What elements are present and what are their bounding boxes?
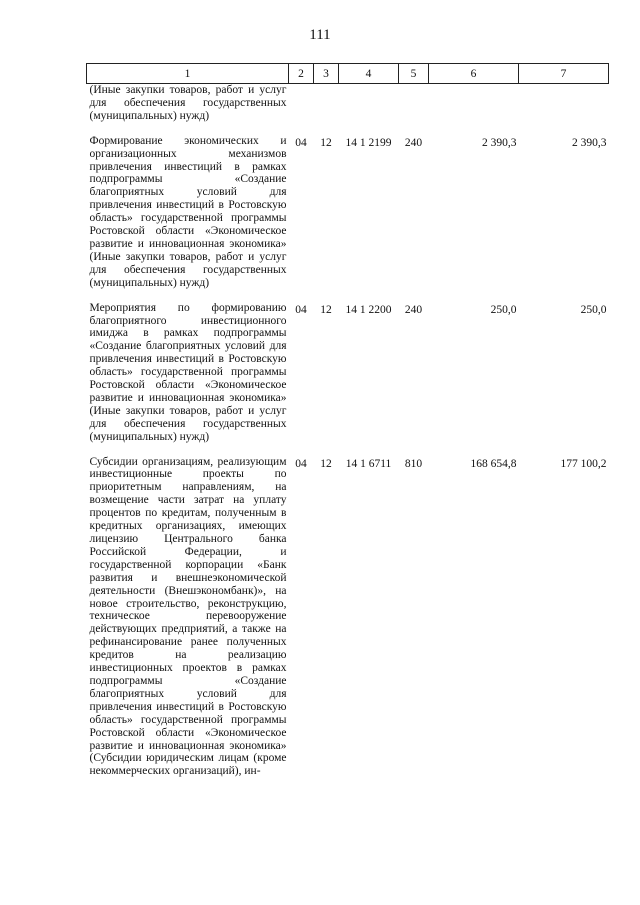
budget-table [86, 63, 609, 790]
row-description: (Иные закупки товаров, работ и услуг для обеспечения государственных (муниципальных) нужд) [89, 84, 287, 122]
cell-section: 04 [295, 457, 307, 470]
cell-amount-2 [519, 84, 609, 135]
cell-amount-2: 250,0 [580, 303, 607, 316]
cell-section: 04 [295, 136, 307, 149]
header-col-5: 5 [399, 64, 429, 84]
table-row [87, 135, 609, 302]
cell-amount-1: 168 654,8 [470, 457, 517, 470]
table-row [87, 84, 609, 135]
page-number: 111 [309, 27, 331, 43]
cell-expense-type: 240 [404, 136, 423, 149]
row-description: Формирование экономических и организационных механизмов привлечения инвестиций в рамках подпрограммы «Создание благоприятных условий для привлечения инвестиций в Ростовскую область» государственной программы Ростовской области «Экономическое развитие и инновационная экономика» (Иные закупки товаров, работ и услуг для обеспечения государственных (муниципальных) нужд) [89, 134, 287, 289]
cell-section: 04 [295, 303, 307, 316]
header-col-7: 7 [519, 64, 609, 84]
header-col-1: 1 [87, 64, 289, 84]
cell-expense-type: 810 [404, 457, 423, 470]
row-description: Субсидии организациям, реализующим инвестиционные проекты по приоритетным направлениям, на возмещение части затрат на уплату процентов по кредитам, полученным в кредитных организациях, имеющих лицензию Центрального банка Российской Федерации, и государственной корпорации «Банк развития и внешнеэкономической деятельности (Внешэкономбанк)», на новое строительство, реконструкцию, техническое перевооружение действующих предприятий, а также на рефинансирование ранее полученных кредитов на реализацию инвестиционных проектов в рамках подпрограммы «Создание благоприятных условий для привлечения инвестиций в Ростовскую область» государственной программы Ростовской области «Экономическое развитие и инновационная экономика» (Субсидии юридическим лицам (кроме некоммерческих организаций), ин- [89, 455, 287, 778]
header-col-6: 6 [429, 64, 519, 84]
cell-subsection: 12 [320, 303, 332, 316]
cell-section [289, 84, 314, 135]
cell-expense-type: 240 [404, 303, 423, 316]
cell-amount-1 [429, 84, 519, 135]
header-col-4: 4 [339, 64, 399, 84]
header-col-3: 3 [314, 64, 339, 84]
cell-subsection: 12 [320, 136, 332, 149]
cell-target-article: 14 1 2199 [345, 136, 392, 149]
cell-target-article [339, 84, 399, 135]
header-col-2: 2 [289, 64, 314, 84]
table-row [87, 456, 609, 791]
row-description: Мероприятия по формированию благоприятного инвестиционного имиджа в рамках подпрограммы «Создание благоприятных условий для привлечения инвестиций в Ростовскую область» государственной программы Ростовской области «Экономическое развитие и инновационная экономика» (Иные закупки товаров, работ и услуг для обеспечения государственных (муниципальных) нужд) [89, 301, 287, 443]
cell-target-article: 14 1 2200 [345, 303, 392, 316]
table-row [87, 302, 609, 456]
cell-amount-1: 250,0 [490, 303, 517, 316]
cell-subsection [314, 84, 339, 135]
header-row [87, 64, 609, 84]
cell-expense-type [399, 84, 429, 135]
cell-amount-1: 2 390,3 [482, 136, 517, 149]
cell-target-article: 14 1 6711 [345, 457, 392, 470]
cell-subsection: 12 [320, 457, 332, 470]
cell-amount-2: 177 100,2 [560, 457, 607, 470]
cell-amount-2: 2 390,3 [572, 136, 607, 149]
